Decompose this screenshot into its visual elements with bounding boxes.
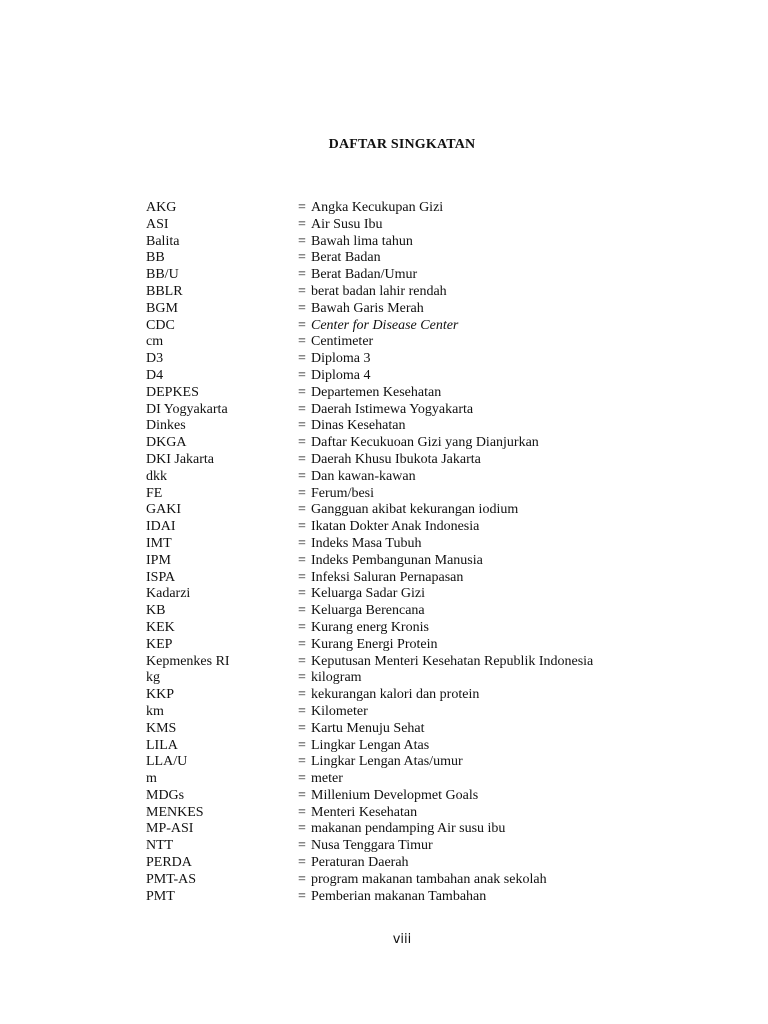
- abbreviation-term: NTT: [146, 838, 174, 854]
- abbreviation-term: KEK: [146, 619, 175, 635]
- abbreviation-definition: kekurangan kalori dan protein: [311, 687, 480, 703]
- abbreviation-definition: Bawah Garis Merah: [311, 300, 424, 316]
- abbreviation-term: IPM: [146, 552, 171, 568]
- abbreviation-term: DKI Jakarta: [146, 451, 215, 467]
- abbreviation-row: [146, 654, 593, 671]
- equals-separator: =: [298, 267, 306, 283]
- abbreviation-definition: Daerah Istimewa Yogyakarta: [311, 401, 474, 417]
- abbreviation-term: PERDA: [146, 855, 192, 871]
- abbreviation-definition: Berat Badan: [311, 250, 381, 266]
- abbreviation-term: D3: [146, 351, 164, 367]
- abbreviation-term: KB: [146, 603, 166, 619]
- abbreviation-term: m: [146, 771, 157, 787]
- abbreviation-definition: Nusa Tenggara Timur: [311, 838, 433, 854]
- equals-separator: =: [298, 250, 306, 266]
- abbreviation-term: MENKES: [146, 804, 204, 820]
- abbreviation-definition: Center for Disease Center: [311, 317, 459, 333]
- abbreviation-row: [146, 267, 593, 284]
- abbreviation-row: [146, 637, 593, 654]
- abbreviation-definition: Ikatan Dokter Anak Indonesia: [311, 519, 480, 535]
- abbreviation-term: MDGs: [146, 787, 185, 803]
- abbreviation-row: [146, 536, 593, 553]
- abbreviation-row: [146, 603, 593, 620]
- equals-separator: =: [298, 435, 306, 451]
- equals-separator: =: [298, 703, 306, 719]
- equals-separator: =: [298, 804, 306, 820]
- equals-separator: =: [298, 216, 306, 232]
- equals-separator: =: [298, 821, 306, 837]
- abbreviation-row: [146, 586, 593, 603]
- equals-separator: =: [298, 535, 306, 551]
- abbreviation-term: DKGA: [146, 435, 187, 451]
- abbreviation-definition: Ferum/besi: [311, 485, 374, 501]
- abbreviation-row: [146, 570, 593, 587]
- abbreviation-term: MP-ASI: [146, 821, 194, 837]
- abbreviation-definition: Indeks Pembangunan Manusia: [311, 552, 483, 568]
- abbreviation-row: [146, 351, 593, 368]
- abbreviation-term: KMS: [146, 720, 177, 736]
- equals-separator: =: [298, 771, 306, 787]
- equals-separator: =: [298, 855, 306, 871]
- abbreviation-term: IDAI: [146, 519, 176, 535]
- abbreviation-row: [146, 402, 593, 419]
- abbreviation-row: [146, 486, 593, 503]
- abbreviation-term: BBLR: [146, 283, 183, 299]
- abbreviation-term: cm: [146, 334, 164, 350]
- abbreviation-term: BB/U: [146, 267, 179, 283]
- abbreviation-term: GAKI: [146, 502, 181, 518]
- abbreviation-row: [146, 301, 593, 318]
- page-title: DAFTAR SINGKATAN: [328, 137, 476, 152]
- abbreviation-definition: Kilometer: [311, 703, 368, 719]
- abbreviation-definition: Menteri Kesehatan: [311, 804, 418, 820]
- abbreviation-definition: Indeks Masa Tubuh: [311, 535, 422, 551]
- equals-separator: =: [298, 317, 306, 333]
- abbreviation-row: [146, 821, 593, 838]
- equals-separator: =: [298, 200, 306, 215]
- equals-separator: =: [298, 569, 306, 585]
- equals-separator: =: [298, 636, 306, 652]
- abbreviation-row: [146, 872, 593, 889]
- abbreviation-row: [146, 670, 593, 687]
- abbreviation-row: [146, 721, 593, 738]
- abbreviation-definition: Kurang energ Kronis: [311, 619, 429, 635]
- abbreviation-term: Kadarzi: [146, 586, 191, 602]
- abbreviation-row: [146, 334, 593, 351]
- equals-separator: =: [298, 687, 306, 703]
- equals-separator: =: [298, 384, 306, 400]
- equals-separator: =: [298, 233, 306, 249]
- abbreviation-definition: program makanan tambahan anak sekolah: [311, 871, 547, 887]
- abbreviation-definition: Dinas Kesehatan: [311, 418, 406, 434]
- abbreviation-term: PMT-AS: [146, 871, 197, 887]
- equals-separator: =: [298, 871, 306, 887]
- abbreviation-definition: Berat Badan/Umur: [311, 267, 418, 283]
- abbreviation-row: [146, 418, 593, 435]
- abbreviation-definition: Daerah Khusu Ibukota Jakarta: [311, 451, 481, 467]
- abbreviation-definition: Lingkar Lengan Atas: [311, 737, 430, 753]
- equals-separator: =: [298, 653, 306, 669]
- abbreviation-term: dkk: [146, 468, 167, 484]
- abbreviation-row: [146, 200, 593, 217]
- abbreviation-definition: Diploma 3: [311, 351, 371, 367]
- abbreviation-definition: Millenium Developmet Goals: [311, 787, 479, 803]
- abbreviation-definition: Keluarga Berencana: [311, 603, 425, 619]
- equals-separator: =: [298, 283, 306, 299]
- abbreviation-definition: Keluarga Sadar Gizi: [311, 586, 426, 602]
- abbreviation-row: [146, 385, 593, 402]
- abbreviation-term: ISPA: [146, 569, 176, 585]
- abbreviation-term: IMT: [146, 535, 172, 551]
- abbreviation-term: DI Yogyakarta: [146, 401, 228, 417]
- equals-separator: =: [298, 787, 306, 803]
- equals-separator: =: [298, 838, 306, 854]
- abbreviation-definition: Dan kawan-kawan: [311, 468, 416, 484]
- abbreviation-definition: Lingkar Lengan Atas/umur: [311, 754, 463, 770]
- equals-separator: =: [298, 603, 306, 619]
- equals-separator: =: [298, 468, 306, 484]
- equals-separator: =: [298, 485, 306, 501]
- equals-separator: =: [298, 619, 306, 635]
- abbreviation-term: CDC: [146, 317, 175, 333]
- abbreviation-term: FE: [146, 485, 163, 501]
- abbreviation-term: KEP: [146, 636, 173, 652]
- abbreviation-term: ASI: [146, 216, 169, 232]
- equals-separator: =: [298, 552, 306, 568]
- abbreviation-row: [146, 368, 593, 385]
- abbreviation-row: [146, 250, 593, 267]
- equals-separator: =: [298, 367, 306, 383]
- abbreviation-row: [146, 435, 593, 452]
- page-number: viii: [392, 932, 412, 947]
- abbreviation-term: Kepmenkes RI: [146, 653, 230, 669]
- equals-separator: =: [298, 351, 306, 367]
- abbreviation-definition: Daftar Kecukuoan Gizi yang Dianjurkan: [311, 435, 539, 451]
- abbreviation-term: PMT: [146, 888, 175, 904]
- abbreviation-row: [146, 519, 593, 536]
- abbreviation-term: LILA: [146, 737, 178, 753]
- abbreviation-term: kg: [146, 670, 160, 686]
- abbreviation-term: Dinkes: [146, 418, 186, 434]
- abbreviation-definition: Bawah lima tahun: [311, 233, 413, 249]
- abbreviation-definition: Angka Kecukupan Gizi: [311, 200, 444, 215]
- equals-separator: =: [298, 334, 306, 350]
- equals-separator: =: [298, 502, 306, 518]
- abbreviation-row: [146, 771, 593, 788]
- abbreviation-row: [146, 704, 593, 721]
- abbreviation-definition: Gangguan akibat kekurangan iodium: [311, 502, 519, 518]
- equals-separator: =: [298, 519, 306, 535]
- equals-separator: =: [298, 737, 306, 753]
- abbreviation-list: [146, 200, 593, 905]
- abbreviation-definition: Air Susu Ibu: [311, 216, 383, 232]
- abbreviation-row: [146, 788, 593, 805]
- abbreviation-row: [146, 805, 593, 822]
- abbreviation-row: [146, 838, 593, 855]
- abbreviation-definition: Kartu Menuju Sehat: [311, 720, 425, 736]
- equals-separator: =: [298, 451, 306, 467]
- abbreviation-row: [146, 738, 593, 755]
- abbreviation-row: [146, 217, 593, 234]
- abbreviation-term: BB: [146, 250, 165, 266]
- abbreviation-definition: Infeksi Saluran Pernapasan: [311, 569, 464, 585]
- abbreviation-definition: Diploma 4: [311, 367, 371, 383]
- abbreviation-definition: meter: [311, 771, 343, 787]
- abbreviation-definition: kilogram: [311, 670, 362, 686]
- equals-separator: =: [298, 754, 306, 770]
- abbreviation-definition: Keputusan Menteri Kesehatan Republik Indonesia: [311, 653, 594, 669]
- abbreviation-row: [146, 469, 593, 486]
- abbreviation-row: [146, 754, 593, 771]
- abbreviation-definition: Pemberian makanan Tambahan: [311, 888, 487, 904]
- equals-separator: =: [298, 418, 306, 434]
- abbreviation-term: D4: [146, 367, 164, 383]
- abbreviation-row: [146, 452, 593, 469]
- abbreviation-row: [146, 620, 593, 637]
- abbreviation-definition: Departemen Kesehatan: [311, 384, 442, 400]
- abbreviation-definition: berat badan lahir rendah: [311, 283, 447, 299]
- abbreviation-definition: Centimeter: [311, 334, 374, 350]
- equals-separator: =: [298, 888, 306, 904]
- equals-separator: =: [298, 401, 306, 417]
- abbreviation-term: DEPKES: [146, 384, 199, 400]
- abbreviation-row: [146, 284, 593, 301]
- equals-separator: =: [298, 670, 306, 686]
- abbreviation-row: [146, 855, 593, 872]
- abbreviation-definition: Peraturan Daerah: [311, 855, 409, 871]
- abbreviation-row: [146, 318, 593, 335]
- equals-separator: =: [298, 300, 306, 316]
- abbreviation-term: AKG: [146, 200, 177, 215]
- equals-separator: =: [298, 586, 306, 602]
- abbreviation-term: Balita: [146, 233, 180, 249]
- equals-separator: =: [298, 720, 306, 736]
- abbreviation-term: km: [146, 703, 164, 719]
- abbreviation-row: [146, 553, 593, 570]
- abbreviation-term: BGM: [146, 300, 178, 316]
- abbreviation-row: [146, 687, 593, 704]
- abbreviation-row: [146, 234, 593, 251]
- abbreviation-term: LLA/U: [146, 754, 188, 770]
- abbreviation-row: [146, 502, 593, 519]
- abbreviation-definition: makanan pendamping Air susu ibu: [311, 821, 506, 837]
- abbreviation-row: [146, 889, 593, 906]
- abbreviation-definition: Kurang Energi Protein: [311, 636, 438, 652]
- abbreviation-term: KKP: [146, 687, 175, 703]
